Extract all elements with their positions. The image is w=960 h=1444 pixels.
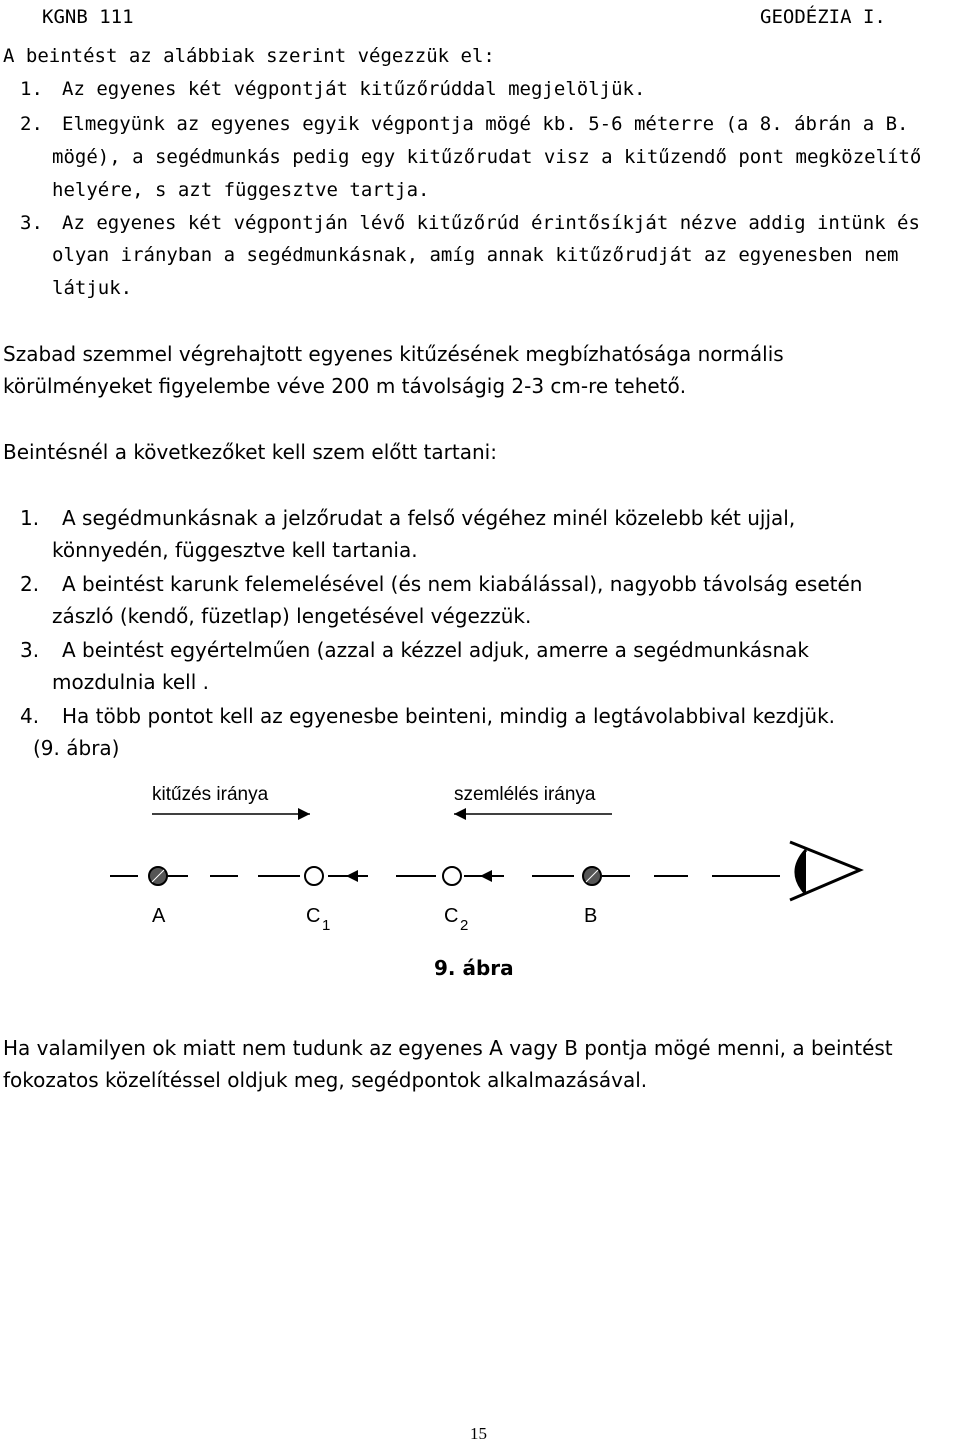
staking-direction-label: kitűzés iránya xyxy=(152,784,269,805)
step-1-text: Az egyenes két végpontját kitűzőrúddal megjelöljük. xyxy=(62,78,646,100)
step-2-line-1: Elmegyünk az egyenes egyik végpontja mögé kb. 5-6 méterre (a 8. ábrán a B. xyxy=(62,113,909,135)
tip-3-line-1: A beintést egyértelműen (azzal a kézzel adjuk, amerre a segédmunkásnak xyxy=(62,638,809,662)
point-c2-subscript: 2 xyxy=(460,917,469,934)
tip-4-line-2: (9. ábra) xyxy=(33,736,120,760)
tip-1-line-1: A segédmunkásnak a jelzőrudat a felső végéhez minél közelebb két ujjal, xyxy=(62,506,796,530)
eye-icon xyxy=(790,842,860,900)
tips-heading: Beintésnél a következőket kell szem előtt tartani: xyxy=(3,440,497,464)
tip-2-line-1: A beintést karunk felemelésével (és nem kiabálással), nagyobb távolság esetén xyxy=(62,572,863,596)
page-number: 15 xyxy=(470,1424,487,1443)
tip-1-line-2: könnyedén, függesztve kell tartania. xyxy=(52,538,418,562)
point-c1-marker xyxy=(305,867,323,885)
tip-4-line-1: Ha több pontot kell az egyenesbe beinteni, mindig a legtávolabbival kezdjük. xyxy=(62,704,836,728)
step-3-line-3: látjuk. xyxy=(52,277,133,299)
step-1-number: 1. xyxy=(20,78,43,100)
tip-4-number: 4. xyxy=(20,704,40,728)
step-2-line-3: helyére, s azt függesztve tartja. xyxy=(52,179,430,201)
point-b-label: B xyxy=(584,905,598,927)
closing-line-1: Ha valamilyen ok miatt nem tudunk az egyenes A vagy B pontja mögé menni, a beintést xyxy=(3,1036,893,1060)
tip-3-line-2: mozdulnia kell . xyxy=(52,670,209,694)
figure-caption: 9. ábra xyxy=(434,956,514,980)
tip-3-number: 3. xyxy=(20,638,40,662)
step-3-line-1: Az egyenes két végpontján lévő kitűzőrúd érintősíkját nézve addig intünk és xyxy=(62,212,920,234)
step-3-line-2: olyan irányban a segédmunkásnak, amíg annak kitűzőrudját az egyenesben nem xyxy=(52,244,899,266)
reliability-line-1: Szabad szemmel végrehajtott egyenes kitűzésének megbízhatósága normális xyxy=(3,342,784,366)
point-c2-marker xyxy=(443,867,461,885)
sighting-direction-label: szemlélés iránya xyxy=(454,784,596,805)
tip-2-number: 2. xyxy=(20,572,40,596)
intro-text: A beintést az alábbiak szerint végezzük el: xyxy=(3,45,495,67)
header-course-code: KGNB 111 xyxy=(42,6,134,28)
reliability-line-2: körülményeket figyelembe véve 200 m távolságig 2-3 cm-re tehető. xyxy=(3,374,687,398)
sighting-direction-arrowhead xyxy=(454,808,466,820)
point-a-label: A xyxy=(152,905,166,927)
figure-9-diagram xyxy=(100,770,900,970)
point-c1-subscript: 1 xyxy=(322,917,331,934)
point-c1-label: C xyxy=(306,905,321,927)
closing-line-2: fokozatos közelítéssel oldjuk meg, segédpontok alkalmazásával. xyxy=(3,1068,648,1092)
staking-direction-arrowhead xyxy=(298,808,310,820)
tip-2-line-2: zászló (kendő, füzetlap) lengetésével végezzük. xyxy=(52,604,532,628)
header-subject: GEODÉZIA I. xyxy=(760,6,886,28)
step-2-number: 2. xyxy=(20,113,43,135)
step-3-number: 3. xyxy=(20,212,43,234)
step-2-line-2: mögé), a segédmunkás pedig egy kitűzőrudat visz a kitűzendő pont megközelítő xyxy=(52,146,922,168)
tip-1-number: 1. xyxy=(20,506,40,530)
point-c2-label: C xyxy=(444,905,459,927)
